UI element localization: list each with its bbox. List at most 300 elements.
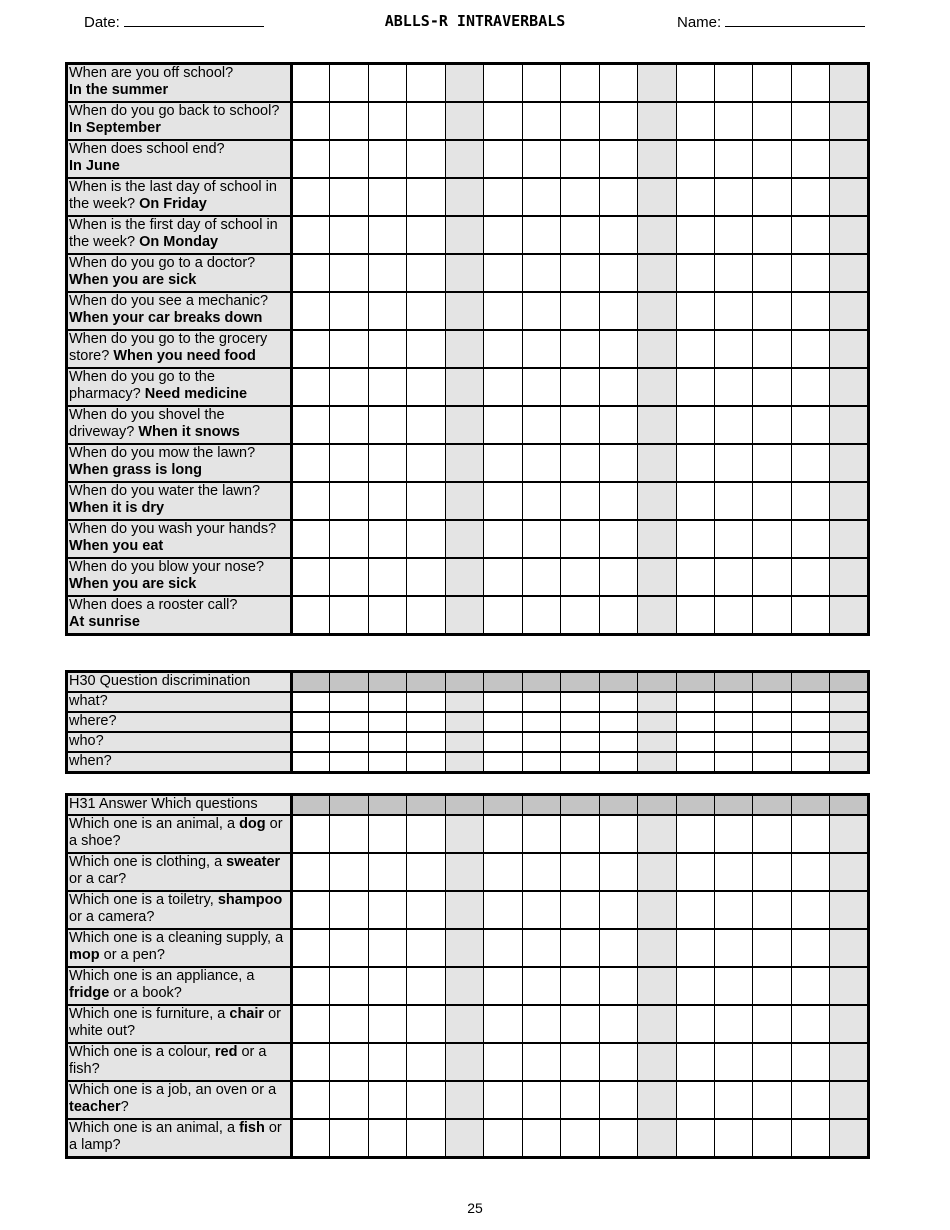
trial-cell[interactable]: [407, 368, 445, 406]
trial-cell[interactable]: [368, 596, 406, 635]
trial-cell[interactable]: [330, 672, 368, 693]
trial-cell[interactable]: [676, 967, 714, 1005]
trial-cell[interactable]: [561, 1043, 599, 1081]
trial-cell[interactable]: [791, 64, 829, 103]
trial-cell[interactable]: [638, 1081, 676, 1119]
trial-cell[interactable]: [753, 292, 791, 330]
trial-cell[interactable]: [445, 929, 483, 967]
trial-cell[interactable]: [561, 178, 599, 216]
trial-cell[interactable]: [561, 929, 599, 967]
trial-cell[interactable]: [368, 254, 406, 292]
trial-cell[interactable]: [407, 1081, 445, 1119]
trial-cell[interactable]: [791, 752, 829, 773]
trial-cell[interactable]: [407, 891, 445, 929]
trial-cell[interactable]: [599, 558, 637, 596]
trial-cell[interactable]: [561, 102, 599, 140]
trial-cell[interactable]: [753, 929, 791, 967]
trial-cell[interactable]: [484, 406, 522, 444]
trial-cell[interactable]: [791, 692, 829, 712]
trial-cell[interactable]: [599, 178, 637, 216]
trial-cell[interactable]: [292, 795, 330, 816]
trial-cell[interactable]: [292, 596, 330, 635]
trial-cell[interactable]: [830, 1005, 869, 1043]
trial-cell[interactable]: [368, 795, 406, 816]
trial-cell[interactable]: [676, 102, 714, 140]
trial-cell[interactable]: [676, 216, 714, 254]
trial-cell[interactable]: [292, 752, 330, 773]
trial-cell[interactable]: [753, 712, 791, 732]
trial-cell[interactable]: [522, 891, 560, 929]
trial-cell[interactable]: [676, 795, 714, 816]
trial-cell[interactable]: [407, 752, 445, 773]
trial-cell[interactable]: [330, 64, 368, 103]
trial-cell[interactable]: [330, 330, 368, 368]
trial-cell[interactable]: [330, 102, 368, 140]
trial-cell[interactable]: [638, 795, 676, 816]
trial-cell[interactable]: [445, 330, 483, 368]
trial-cell[interactable]: [830, 64, 869, 103]
trial-cell[interactable]: [407, 444, 445, 482]
trial-cell[interactable]: [484, 712, 522, 732]
trial-cell[interactable]: [445, 102, 483, 140]
trial-cell[interactable]: [830, 815, 869, 853]
trial-cell[interactable]: [830, 1081, 869, 1119]
trial-cell[interactable]: [714, 853, 752, 891]
trial-cell[interactable]: [791, 1005, 829, 1043]
trial-cell[interactable]: [445, 967, 483, 1005]
trial-cell[interactable]: [292, 406, 330, 444]
trial-cell[interactable]: [638, 140, 676, 178]
trial-cell[interactable]: [638, 254, 676, 292]
trial-cell[interactable]: [638, 292, 676, 330]
trial-cell[interactable]: [330, 692, 368, 712]
trial-cell[interactable]: [830, 292, 869, 330]
trial-cell[interactable]: [599, 853, 637, 891]
trial-cell[interactable]: [445, 558, 483, 596]
trial-cell[interactable]: [676, 64, 714, 103]
trial-cell[interactable]: [561, 1081, 599, 1119]
trial-cell[interactable]: [407, 732, 445, 752]
trial-cell[interactable]: [676, 692, 714, 712]
trial-cell[interactable]: [676, 891, 714, 929]
trial-cell[interactable]: [407, 482, 445, 520]
trial-cell[interactable]: [561, 891, 599, 929]
trial-cell[interactable]: [484, 1005, 522, 1043]
trial-cell[interactable]: [368, 752, 406, 773]
trial-cell[interactable]: [522, 406, 560, 444]
trial-cell[interactable]: [445, 732, 483, 752]
trial-cell[interactable]: [292, 368, 330, 406]
trial-cell[interactable]: [368, 558, 406, 596]
trial-cell[interactable]: [791, 853, 829, 891]
trial-cell[interactable]: [638, 178, 676, 216]
trial-cell[interactable]: [638, 64, 676, 103]
trial-cell[interactable]: [791, 1119, 829, 1158]
trial-cell[interactable]: [714, 596, 752, 635]
trial-cell[interactable]: [791, 1043, 829, 1081]
trial-cell[interactable]: [292, 1081, 330, 1119]
trial-cell[interactable]: [445, 444, 483, 482]
trial-cell[interactable]: [368, 1119, 406, 1158]
trial-cell[interactable]: [484, 292, 522, 330]
trial-cell[interactable]: [791, 482, 829, 520]
trial-cell[interactable]: [791, 891, 829, 929]
trial-cell[interactable]: [753, 64, 791, 103]
trial-cell[interactable]: [484, 891, 522, 929]
trial-cell[interactable]: [407, 558, 445, 596]
trial-cell[interactable]: [330, 254, 368, 292]
trial-cell[interactable]: [791, 444, 829, 482]
trial-cell[interactable]: [791, 596, 829, 635]
trial-cell[interactable]: [330, 732, 368, 752]
trial-cell[interactable]: [561, 692, 599, 712]
trial-cell[interactable]: [830, 795, 869, 816]
trial-cell[interactable]: [484, 1081, 522, 1119]
trial-cell[interactable]: [830, 732, 869, 752]
trial-cell[interactable]: [561, 444, 599, 482]
trial-cell[interactable]: [676, 712, 714, 732]
trial-cell[interactable]: [753, 254, 791, 292]
trial-cell[interactable]: [753, 853, 791, 891]
trial-cell[interactable]: [791, 178, 829, 216]
trial-cell[interactable]: [368, 1005, 406, 1043]
trial-cell[interactable]: [522, 216, 560, 254]
trial-cell[interactable]: [714, 672, 752, 693]
trial-cell[interactable]: [292, 178, 330, 216]
trial-cell[interactable]: [599, 368, 637, 406]
trial-cell[interactable]: [407, 853, 445, 891]
trial-cell[interactable]: [368, 330, 406, 368]
trial-cell[interactable]: [714, 967, 752, 1005]
trial-cell[interactable]: [368, 929, 406, 967]
trial-cell[interactable]: [638, 558, 676, 596]
trial-cell[interactable]: [407, 1119, 445, 1158]
trial-cell[interactable]: [484, 752, 522, 773]
trial-cell[interactable]: [753, 732, 791, 752]
trial-cell[interactable]: [445, 406, 483, 444]
trial-cell[interactable]: [407, 795, 445, 816]
trial-cell[interactable]: [330, 444, 368, 482]
trial-cell[interactable]: [599, 732, 637, 752]
trial-cell[interactable]: [599, 406, 637, 444]
trial-cell[interactable]: [599, 1005, 637, 1043]
trial-cell[interactable]: [830, 406, 869, 444]
trial-cell[interactable]: [330, 712, 368, 732]
trial-cell[interactable]: [791, 795, 829, 816]
trial-cell[interactable]: [638, 406, 676, 444]
trial-cell[interactable]: [638, 891, 676, 929]
trial-cell[interactable]: [292, 216, 330, 254]
trial-cell[interactable]: [714, 330, 752, 368]
trial-cell[interactable]: [292, 712, 330, 732]
trial-cell[interactable]: [561, 853, 599, 891]
trial-cell[interactable]: [561, 752, 599, 773]
trial-cell[interactable]: [714, 558, 752, 596]
trial-cell[interactable]: [368, 406, 406, 444]
trial-cell[interactable]: [791, 967, 829, 1005]
trial-cell[interactable]: [445, 1005, 483, 1043]
trial-cell[interactable]: [753, 1119, 791, 1158]
trial-cell[interactable]: [561, 64, 599, 103]
trial-cell[interactable]: [599, 929, 637, 967]
trial-cell[interactable]: [676, 672, 714, 693]
trial-cell[interactable]: [445, 815, 483, 853]
trial-cell[interactable]: [368, 891, 406, 929]
trial-cell[interactable]: [330, 929, 368, 967]
trial-cell[interactable]: [407, 102, 445, 140]
trial-cell[interactable]: [638, 929, 676, 967]
trial-cell[interactable]: [484, 558, 522, 596]
trial-cell[interactable]: [599, 712, 637, 732]
trial-cell[interactable]: [407, 1043, 445, 1081]
trial-cell[interactable]: [714, 891, 752, 929]
trial-cell[interactable]: [445, 891, 483, 929]
trial-cell[interactable]: [830, 330, 869, 368]
trial-cell[interactable]: [676, 406, 714, 444]
trial-cell[interactable]: [561, 368, 599, 406]
trial-cell[interactable]: [407, 330, 445, 368]
trial-cell[interactable]: [484, 102, 522, 140]
trial-cell[interactable]: [830, 482, 869, 520]
trial-cell[interactable]: [753, 368, 791, 406]
trial-cell[interactable]: [830, 444, 869, 482]
trial-cell[interactable]: [599, 102, 637, 140]
trial-cell[interactable]: [292, 1043, 330, 1081]
trial-cell[interactable]: [599, 752, 637, 773]
trial-cell[interactable]: [791, 672, 829, 693]
trial-cell[interactable]: [561, 1119, 599, 1158]
trial-cell[interactable]: [676, 330, 714, 368]
trial-cell[interactable]: [676, 815, 714, 853]
trial-cell[interactable]: [484, 967, 522, 1005]
trial-cell[interactable]: [330, 1119, 368, 1158]
trial-cell[interactable]: [830, 929, 869, 967]
trial-cell[interactable]: [484, 1119, 522, 1158]
trial-cell[interactable]: [407, 672, 445, 693]
trial-cell[interactable]: [292, 815, 330, 853]
trial-cell[interactable]: [484, 140, 522, 178]
trial-cell[interactable]: [407, 292, 445, 330]
trial-cell[interactable]: [676, 929, 714, 967]
trial-cell[interactable]: [638, 216, 676, 254]
trial-cell[interactable]: [830, 216, 869, 254]
trial-cell[interactable]: [330, 891, 368, 929]
trial-cell[interactable]: [445, 178, 483, 216]
trial-cell[interactable]: [407, 929, 445, 967]
trial-cell[interactable]: [445, 216, 483, 254]
trial-cell[interactable]: [676, 732, 714, 752]
trial-cell[interactable]: [561, 482, 599, 520]
trial-cell[interactable]: [830, 712, 869, 732]
trial-cell[interactable]: [638, 368, 676, 406]
trial-cell[interactable]: [753, 596, 791, 635]
trial-cell[interactable]: [599, 692, 637, 712]
trial-cell[interactable]: [522, 712, 560, 732]
trial-cell[interactable]: [330, 752, 368, 773]
trial-cell[interactable]: [368, 178, 406, 216]
trial-cell[interactable]: [445, 596, 483, 635]
trial-cell[interactable]: [676, 1081, 714, 1119]
trial-cell[interactable]: [753, 967, 791, 1005]
trial-cell[interactable]: [407, 1005, 445, 1043]
trial-cell[interactable]: [561, 330, 599, 368]
trial-cell[interactable]: [714, 520, 752, 558]
trial-cell[interactable]: [638, 1119, 676, 1158]
trial-cell[interactable]: [561, 216, 599, 254]
trial-cell[interactable]: [791, 520, 829, 558]
trial-cell[interactable]: [791, 292, 829, 330]
trial-cell[interactable]: [484, 732, 522, 752]
trial-cell[interactable]: [292, 672, 330, 693]
trial-cell[interactable]: [638, 712, 676, 732]
trial-cell[interactable]: [676, 482, 714, 520]
trial-cell[interactable]: [830, 752, 869, 773]
trial-cell[interactable]: [753, 140, 791, 178]
trial-cell[interactable]: [484, 368, 522, 406]
trial-cell[interactable]: [368, 815, 406, 853]
trial-cell[interactable]: [522, 929, 560, 967]
trial-cell[interactable]: [292, 891, 330, 929]
trial-cell[interactable]: [445, 692, 483, 712]
trial-cell[interactable]: [753, 444, 791, 482]
trial-cell[interactable]: [484, 929, 522, 967]
trial-cell[interactable]: [522, 102, 560, 140]
trial-cell[interactable]: [791, 216, 829, 254]
trial-cell[interactable]: [292, 254, 330, 292]
trial-cell[interactable]: [407, 216, 445, 254]
trial-cell[interactable]: [676, 292, 714, 330]
trial-cell[interactable]: [484, 482, 522, 520]
trial-cell[interactable]: [292, 732, 330, 752]
trial-cell[interactable]: [676, 178, 714, 216]
trial-cell[interactable]: [445, 482, 483, 520]
trial-cell[interactable]: [753, 672, 791, 693]
trial-cell[interactable]: [445, 368, 483, 406]
trial-cell[interactable]: [599, 596, 637, 635]
trial-cell[interactable]: [676, 1119, 714, 1158]
trial-cell[interactable]: [791, 558, 829, 596]
trial-cell[interactable]: [753, 406, 791, 444]
trial-cell[interactable]: [330, 558, 368, 596]
trial-cell[interactable]: [714, 815, 752, 853]
trial-cell[interactable]: [522, 178, 560, 216]
trial-cell[interactable]: [522, 672, 560, 693]
trial-cell[interactable]: [638, 330, 676, 368]
trial-cell[interactable]: [407, 254, 445, 292]
trial-cell[interactable]: [830, 891, 869, 929]
trial-cell[interactable]: [368, 102, 406, 140]
trial-cell[interactable]: [791, 330, 829, 368]
trial-cell[interactable]: [368, 967, 406, 1005]
trial-cell[interactable]: [599, 520, 637, 558]
trial-cell[interactable]: [484, 178, 522, 216]
trial-cell[interactable]: [522, 967, 560, 1005]
trial-cell[interactable]: [292, 929, 330, 967]
trial-cell[interactable]: [599, 216, 637, 254]
trial-cell[interactable]: [522, 815, 560, 853]
trial-cell[interactable]: [714, 216, 752, 254]
trial-cell[interactable]: [676, 558, 714, 596]
trial-cell[interactable]: [714, 712, 752, 732]
trial-cell[interactable]: [484, 254, 522, 292]
trial-cell[interactable]: [522, 692, 560, 712]
trial-cell[interactable]: [445, 712, 483, 732]
trial-cell[interactable]: [561, 1005, 599, 1043]
trial-cell[interactable]: [368, 853, 406, 891]
trial-cell[interactable]: [753, 178, 791, 216]
trial-cell[interactable]: [330, 596, 368, 635]
trial-cell[interactable]: [292, 1119, 330, 1158]
trial-cell[interactable]: [638, 815, 676, 853]
trial-cell[interactable]: [522, 64, 560, 103]
trial-cell[interactable]: [522, 330, 560, 368]
trial-cell[interactable]: [330, 1005, 368, 1043]
trial-cell[interactable]: [676, 444, 714, 482]
trial-cell[interactable]: [330, 795, 368, 816]
trial-cell[interactable]: [407, 64, 445, 103]
trial-cell[interactable]: [368, 1081, 406, 1119]
trial-cell[interactable]: [561, 596, 599, 635]
trial-cell[interactable]: [407, 520, 445, 558]
trial-cell[interactable]: [791, 732, 829, 752]
trial-cell[interactable]: [599, 292, 637, 330]
trial-cell[interactable]: [561, 815, 599, 853]
trial-cell[interactable]: [522, 520, 560, 558]
trial-cell[interactable]: [599, 672, 637, 693]
trial-cell[interactable]: [407, 815, 445, 853]
trial-cell[interactable]: [445, 752, 483, 773]
trial-cell[interactable]: [676, 1043, 714, 1081]
trial-cell[interactable]: [368, 1043, 406, 1081]
trial-cell[interactable]: [753, 815, 791, 853]
trial-cell[interactable]: [599, 795, 637, 816]
trial-cell[interactable]: [484, 444, 522, 482]
trial-cell[interactable]: [330, 368, 368, 406]
trial-cell[interactable]: [330, 853, 368, 891]
trial-cell[interactable]: [676, 853, 714, 891]
trial-cell[interactable]: [292, 853, 330, 891]
trial-cell[interactable]: [330, 178, 368, 216]
trial-cell[interactable]: [522, 558, 560, 596]
trial-cell[interactable]: [676, 596, 714, 635]
trial-cell[interactable]: [714, 254, 752, 292]
trial-cell[interactable]: [330, 482, 368, 520]
trial-cell[interactable]: [830, 558, 869, 596]
trial-cell[interactable]: [599, 891, 637, 929]
trial-cell[interactable]: [791, 140, 829, 178]
trial-cell[interactable]: [484, 64, 522, 103]
trial-cell[interactable]: [484, 672, 522, 693]
trial-cell[interactable]: [714, 732, 752, 752]
trial-cell[interactable]: [830, 967, 869, 1005]
trial-cell[interactable]: [638, 692, 676, 712]
trial-cell[interactable]: [330, 406, 368, 444]
trial-cell[interactable]: [330, 140, 368, 178]
trial-cell[interactable]: [753, 482, 791, 520]
trial-cell[interactable]: [753, 752, 791, 773]
trial-cell[interactable]: [714, 406, 752, 444]
trial-cell[interactable]: [561, 967, 599, 1005]
trial-cell[interactable]: [714, 692, 752, 712]
trial-cell[interactable]: [561, 712, 599, 732]
trial-cell[interactable]: [714, 292, 752, 330]
trial-cell[interactable]: [445, 1119, 483, 1158]
trial-cell[interactable]: [753, 330, 791, 368]
trial-cell[interactable]: [292, 1005, 330, 1043]
trial-cell[interactable]: [445, 64, 483, 103]
trial-cell[interactable]: [638, 596, 676, 635]
trial-cell[interactable]: [638, 102, 676, 140]
